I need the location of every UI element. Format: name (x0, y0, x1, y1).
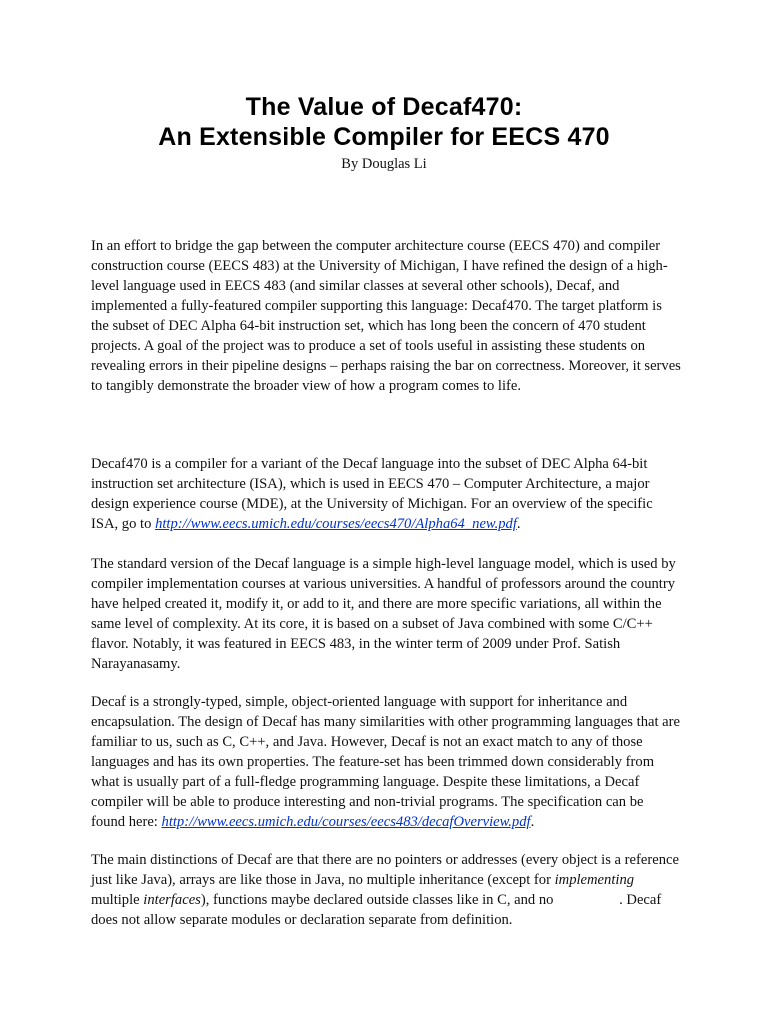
document-title-line-2: An Extensible Compiler for EECS 470 (158, 123, 610, 151)
paragraph-text-end: . (530, 814, 535, 830)
emphasis-interfaces: interfaces (143, 892, 201, 908)
paragraph-decaf-language (91, 692, 681, 832)
document-byline: By Douglas Li (341, 156, 427, 172)
document-title-line-1: The Value of Decaf470: (245, 93, 523, 121)
paragraph-intro: In an effort to bridge the gap between the computer architecture course (EECS 470) and compiler construction course (EECS 483) at the University of Michigan, I have refined the design of a high-level language used in EECS 483 (and similar classes at several other schools), Decaf, and implemented a fully-featured compiler supporting this language: Decaf470. The target platform is the subset of DEC Alpha 64-bit instruction set, which has long been the concern of 470 student projects. A goal of the project was to produce a set of tools useful in assisting these students on revealing errors in their pipeline designs – perhaps raising the bar on correctness. Moreover, it serves to tangibly demonstrate the broader view of how a program comes to life. (91, 238, 681, 394)
paragraph-text: Decaf470 is a compiler for a variant of the Decaf language into the subset of DEC Alpha 64-bit instruction set architecture (ISA), which is used in EECS 470 – Computer Architecture, a major design experience course (MDE), at the University of Michigan. For an overview of the specific ISA, go to (91, 456, 653, 532)
paragraph-text: multiple (91, 892, 144, 908)
alpha64-pdf-link[interactable]: http://www.eecs.umich.edu/courses/eecs470/Alpha64_new.pdf (155, 516, 517, 532)
paragraph-decaf470-overview (91, 454, 681, 534)
emphasis-implementing: implementing (554, 872, 635, 888)
title-block (0, 92, 768, 174)
paragraph-standard-decaf: The standard version of the Decaf language is a simple high-level language model, which is used by compiler implementation courses at various universities. A handful of professors around the country have helped created it, modify it, or add to it, and there are more specific variations, all within the same level of complexity. At its core, it is based on a subset of Java combined with some C/C++ flavor. Notably, it was featured in EECS 483, in the winter term of 2009 under Prof. Satish Narayanasamy. (91, 556, 676, 672)
paragraph-text: ), functions maybe declared outside classes like in C, and no (200, 892, 558, 908)
decaf-overview-pdf-link[interactable]: http://www.eecs.umich.edu/courses/eecs483/decafOverview.pdf (161, 814, 531, 830)
paragraph-text: Decaf is a strongly-typed, simple, object-oriented language with support for inheritance and encapsulation. The design of Decaf has many similarities with other programming languages that are familiar to us, such as C, C++, and Java. However, Decaf is not an exact match to any of those languages and has its own properties. The feature-set has been trimmed down considerably from what is usually part of a full-fledge programming language. Despite these limitations, a Decaf compiler will be able to produce interesting and non-trivial programs. The specification can be found here: (91, 694, 680, 830)
paragraph-text-end: . Decaf does not allow separate modules or declaration separate from definition. (91, 892, 662, 928)
paragraph-text: The main distinctions of Decaf are that there are no pointers or addresses (every object is a reference just like Java), arrays are like those in Java, no multiple inheritance (except for (91, 852, 679, 888)
paragraph-decaf-distinctions (91, 850, 681, 930)
paragraph-text-end: . (516, 516, 521, 532)
